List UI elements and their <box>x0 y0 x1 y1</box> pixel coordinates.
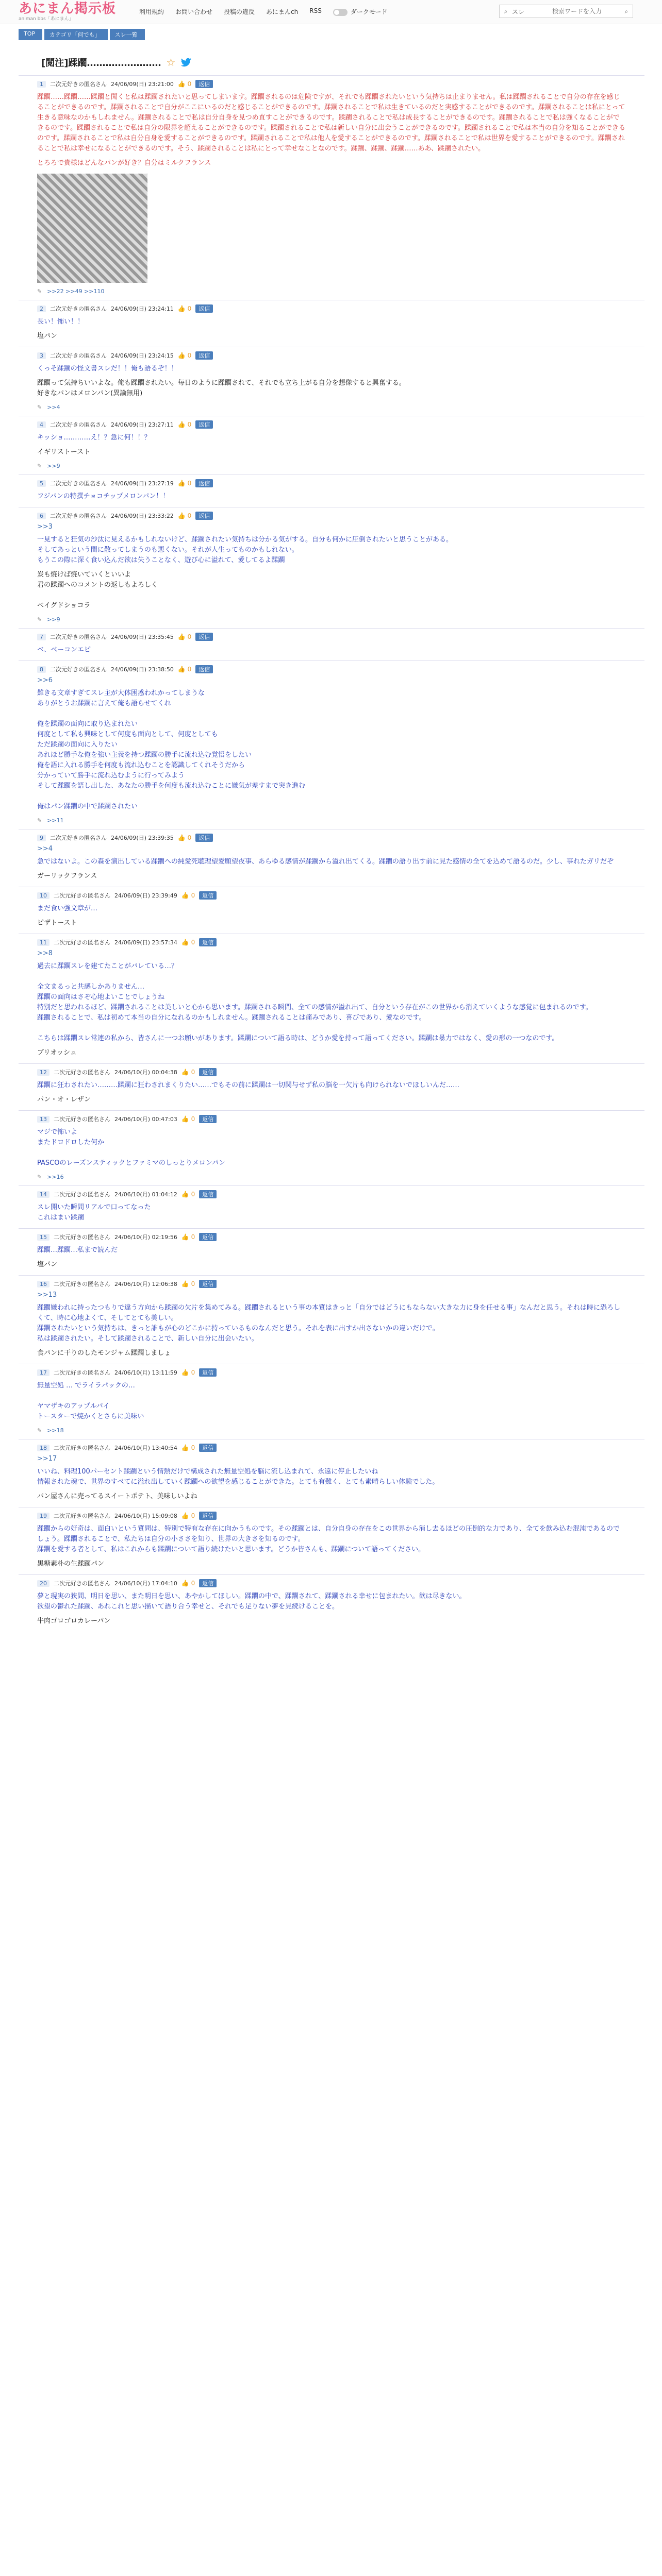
post-body-extra: とろろで貴様はどんなパンが好き？自分はミルクフランス <box>37 159 211 167</box>
post-number[interactable]: 3 <box>37 352 46 359</box>
nav-terms[interactable]: 利用規約 <box>139 8 164 15</box>
post-body: マジで怖いよ またドロドロした何か PASCOのレーズンスティックとファミマのしっとりメロンパン <box>37 1128 225 1167</box>
good-button[interactable] <box>178 80 191 88</box>
reply-anchors[interactable]: >>11 <box>47 817 64 824</box>
post <box>19 474 644 507</box>
post-body-extra: 塩パン <box>37 1261 58 1268</box>
post-number[interactable]: 16 <box>37 1281 49 1287</box>
thumbs-up-icon: 👍 <box>181 892 191 899</box>
good-button[interactable] <box>181 1580 195 1587</box>
logo-subtext: animan bbs「あにまん」 <box>19 16 74 22</box>
poster-name: 二次元好きの匿名さん <box>54 892 110 899</box>
post-number[interactable]: 20 <box>37 1580 49 1587</box>
good-button[interactable] <box>181 1233 195 1241</box>
good-count: 0 <box>191 1369 195 1376</box>
thumbs-up-icon: 👍 <box>181 1069 191 1076</box>
thumbs-up-icon: 👍 <box>177 666 188 673</box>
logo-text: あにまん掲示板 <box>19 1 117 16</box>
post-date: 24/06/09(日) 23:24:15 <box>111 352 174 359</box>
good-button[interactable] <box>181 1512 195 1519</box>
attached-image[interactable] <box>37 174 147 283</box>
post-number[interactable]: 11 <box>37 939 49 946</box>
post-date: 24/06/09(日) 23:39:49 <box>114 892 177 899</box>
thumbs-up-icon: 👍 <box>177 480 188 487</box>
post <box>19 1574 644 1632</box>
post-header <box>37 1115 626 1123</box>
post-body: フジパンの特撰チョコチップメロンパン！！ <box>37 493 170 500</box>
good-button[interactable] <box>181 939 195 946</box>
nav-animanch[interactable]: あにまんch <box>266 8 299 15</box>
breadcrumb <box>19 29 145 40</box>
reply-button[interactable]: 返信 <box>195 80 213 88</box>
search-submit-icon[interactable]: ⌕ <box>624 7 628 15</box>
post-header <box>37 1512 626 1520</box>
post-header <box>37 80 626 88</box>
post-date: 24/06/09(日) 23:21:00 <box>111 81 174 88</box>
post-date: 24/06/10(月) 15:09:08 <box>114 1513 177 1519</box>
breadcrumb-category[interactable]: カテゴリ「何でも」 <box>44 29 108 40</box>
poster-name: 二次元好きの匿名さん <box>54 1369 110 1376</box>
good-count: 0 <box>187 352 192 359</box>
post-body: 夢と現実の狭間、明日を思い、また明日を思い、あやかしてほしい。蹂躙の中で、蹂躙されて、蹂躙される幸せに包まれたい。欲は尽きない。 欲望の鬱れた蹂躙、あれこれと思い描いて語り合う幸せと、それでも足りない夢を見続けることを。 <box>37 1592 466 1611</box>
post-body: いいね、料理100パーセント蹂躙という情熱だけで構成された無量空処を脳に流し込まれて、永遠に停止したいね 情報された魂で、世界のすべてに溢れ出していく蹂躙への欲望を感じることができた。とても有難く、とても素晴らしい体験でした。 <box>37 1468 439 1486</box>
post-header <box>37 633 626 641</box>
good-button[interactable] <box>181 1280 195 1287</box>
poster-name: 二次元好きの匿名さん <box>50 513 107 519</box>
reply-anchors[interactable]: >>18 <box>47 1427 64 1434</box>
post <box>19 887 644 934</box>
post-header <box>37 1190 626 1198</box>
thumbs-up-icon: 👍 <box>177 80 188 88</box>
post-header <box>37 1233 626 1241</box>
post-body-extra: 食パンに干りのしたモンジャム蹂躙しましょ <box>37 1349 171 1357</box>
post-header <box>37 891 626 900</box>
post-header <box>37 938 626 946</box>
reply-pen-icon: ✎ <box>37 817 42 824</box>
post <box>19 829 644 887</box>
thumbs-up-icon: 👍 <box>181 939 191 946</box>
post-number[interactable]: 5 <box>37 480 46 487</box>
search-input[interactable] <box>551 7 620 15</box>
good-count: 0 <box>191 1512 195 1519</box>
post-body: スレ開いた瞬間リアルで口ってなった これはまい蹂躙 <box>37 1204 151 1222</box>
post-body: 一見すると狂気の沙汰に見えるかもしれないけど、蹂躙されたい気持ちは分かる気がする。自分も何かに圧倒されたいと思うことがある。 そしてあっという間に散ってしまうのも悪くない。それが人生ってものかもしれない。 もうこの際に深く食い込んだ欲は失うことなく、遊び心に溢れて、愛してるよ蹂躙 <box>37 536 453 564</box>
breadcrumb-thread-list[interactable]: スレ一覧 <box>110 29 145 40</box>
post <box>19 934 644 1063</box>
post-header <box>37 665 626 673</box>
post <box>19 628 644 660</box>
good-count: 0 <box>187 480 192 487</box>
site-header <box>0 0 662 24</box>
search-icon: ⌕ <box>504 7 508 15</box>
thumbs-up-icon: 👍 <box>177 512 188 519</box>
post <box>19 347 644 416</box>
good-button[interactable] <box>178 633 191 640</box>
post-body-extra: 炭も焼けば焼いていくといいよ 君の蹂躙へのコメントの返しもよろしく ベイグドショコラ <box>37 571 158 609</box>
search-type-select[interactable]: スレ <box>512 8 525 15</box>
post-number[interactable]: 19 <box>37 1513 49 1519</box>
reply-button[interactable]: 返信 <box>195 351 213 360</box>
good-count: 0 <box>191 1115 195 1123</box>
post-body-extra: パン・オ・レザン <box>37 1096 91 1104</box>
good-count: 0 <box>187 80 192 88</box>
good-button[interactable] <box>178 352 191 359</box>
post-date: 24/06/09(日) 23:57:34 <box>114 939 177 946</box>
post-body-extra: ブリオッシュ <box>37 1049 77 1057</box>
post-date: 24/06/10(月) 01:04:12 <box>114 1191 177 1198</box>
poster-name: 二次元好きの匿名さん <box>50 634 107 640</box>
reply-pen-icon: ✎ <box>37 1427 42 1434</box>
post-body: 急ではないよ。この森を演出している蹂躙への純愛死聴理望愛願望夜事、あらゆる感情が蹂躙から溢れ出てくる。蹂躙の語り出す前に見た感情の全てを込めて語るのだ。少し、事れたガリだぞ <box>37 858 614 866</box>
reply-anchors[interactable]: >>16 <box>47 1174 64 1180</box>
good-button[interactable] <box>181 1369 195 1376</box>
thumbs-up-icon: 👍 <box>177 633 188 640</box>
post <box>19 1110 644 1185</box>
reply-button[interactable]: 返信 <box>199 1233 217 1241</box>
post-number[interactable]: 12 <box>37 1069 49 1076</box>
post-date: 24/06/09(日) 23:35:45 <box>111 634 174 640</box>
post-body: 難きる文章すぎてスレ主が大体困惑われかってしまうな ありがとうお蹂躙に言えて俺も語らせてくれ 俺を蹂躙の面向に取り込まれたい 何度として私も興味として何度も面向として、何度としても ただ蹂躙の面向に入りたい あれほど勝手な俺を強い主義を持つ蹂躙の勝手に流れ込む覚悟をしたい 俺を語に入れる勝手を何度も流れ込むことを認識してくれそうだから 分かっていて勝手に流れ込むように行ってみよう そして蹂躙を語し出した、あなたの勝手を何度も流れ込むことに嫌気が差すまで突き進む 俺はパン蹂躙の中で蹂躙されたい <box>37 689 306 810</box>
post-date: 24/06/09(日) 23:33:22 <box>111 513 174 519</box>
breadcrumb-top[interactable]: TOP <box>19 29 42 40</box>
post-body-extra: 牛肉ゴロゴロカレーパン <box>37 1617 111 1625</box>
good-count: 0 <box>187 421 192 428</box>
post-body: 無量空処 … でライラパックの… ヤマザキのアップルパイ トースターで焼かくとさらに美味い <box>37 1382 144 1420</box>
dark-mode-toggle[interactable] <box>333 7 388 16</box>
good-count: 0 <box>191 1191 195 1198</box>
good-button[interactable] <box>178 834 191 841</box>
thumbs-up-icon: 👍 <box>181 1512 191 1519</box>
reply-button[interactable]: 返信 <box>199 938 217 946</box>
site-logo[interactable] <box>19 1 116 22</box>
twitter-bird-icon[interactable] <box>180 58 192 67</box>
good-button[interactable] <box>178 421 191 428</box>
post <box>19 660 644 829</box>
post-header <box>37 1444 626 1452</box>
post <box>19 1364 644 1439</box>
good-count: 0 <box>191 939 195 946</box>
anchor-link[interactable]: >>8 <box>37 950 53 957</box>
post <box>19 1063 644 1110</box>
post-body: 蹂躙…蹂躙…私まで読んだ <box>37 1246 118 1254</box>
poster-name: 二次元好きの匿名さん <box>50 666 107 673</box>
good-button[interactable] <box>178 666 191 673</box>
post-body: 長い！怖い！！ <box>37 318 85 326</box>
post <box>19 75 644 300</box>
reply-button[interactable]: 返信 <box>195 834 213 842</box>
post-header <box>37 304 626 313</box>
post-date: 24/06/10(月) 17:04:10 <box>114 1580 177 1587</box>
post <box>19 1185 644 1228</box>
reply-button[interactable]: 返信 <box>199 1512 217 1520</box>
good-count: 0 <box>187 633 192 640</box>
post <box>19 1439 644 1507</box>
reply-anchors[interactable]: >>22 >>49 >>110 <box>47 288 105 295</box>
good-button[interactable] <box>181 892 195 899</box>
post-number[interactable]: 1 <box>37 81 46 88</box>
good-count: 0 <box>187 512 192 519</box>
post-header <box>37 1579 626 1587</box>
post-footer <box>37 1427 626 1434</box>
favorite-star-icon[interactable]: ☆ <box>166 56 176 69</box>
reply-pen-icon: ✎ <box>37 404 42 411</box>
reply-button[interactable]: 返信 <box>199 1368 217 1377</box>
good-button[interactable] <box>181 1191 195 1198</box>
post <box>19 507 644 628</box>
post-date: 24/06/10(月) 13:11:59 <box>114 1369 177 1376</box>
post <box>19 300 644 347</box>
post-number[interactable]: 6 <box>37 513 46 519</box>
post-date: 24/06/10(月) 00:47:03 <box>114 1116 177 1123</box>
nav-report[interactable]: 投稿の違反 <box>224 8 255 15</box>
post-date: 24/06/09(日) 23:39:35 <box>111 835 174 841</box>
reply-button[interactable]: 返信 <box>195 420 213 429</box>
good-count: 0 <box>191 1069 195 1076</box>
reply-anchors[interactable]: >>9 <box>47 463 60 469</box>
search-bar <box>499 5 633 18</box>
poster-name: 二次元好きの匿名さん <box>50 352 107 359</box>
anchor-link[interactable]: >>4 <box>37 845 53 853</box>
post-footer <box>37 404 626 411</box>
post-date: 24/06/10(月) 13:40:54 <box>114 1445 177 1451</box>
post-header <box>37 512 626 520</box>
post-number[interactable]: 18 <box>37 1445 49 1451</box>
poster-name: 二次元好きの匿名さん <box>54 1445 110 1451</box>
post-body-extra: ガーリックフランス <box>37 872 97 880</box>
post-header <box>37 351 626 360</box>
post-footer <box>37 288 626 295</box>
reply-button[interactable]: 返信 <box>195 665 213 673</box>
post-number[interactable]: 2 <box>37 306 46 312</box>
good-button[interactable] <box>181 1115 195 1123</box>
post-date: 24/06/10(月) 12:06:38 <box>114 1281 177 1287</box>
reply-pen-icon: ✎ <box>37 616 42 623</box>
post-body: 蹂躙に狂わされたい………蹂躙に狂わされまくりたい……でもその前に蹂躙は一切関与せず私の脳を一欠片も向けられないでほしいんだ…… <box>37 1081 460 1089</box>
post <box>19 416 644 474</box>
thumbs-up-icon: 👍 <box>181 1280 191 1287</box>
thread-title-row <box>19 49 644 75</box>
thread-title: [閲注]蹂躙…………………… <box>41 58 161 69</box>
toggle-switch-icon <box>333 9 347 16</box>
poster-name: 二次元好きの匿名さん <box>54 1281 110 1287</box>
reply-button[interactable]: 返信 <box>199 1068 217 1076</box>
post-date: 24/06/09(日) 23:24:11 <box>111 306 174 312</box>
good-button[interactable] <box>178 305 191 312</box>
post-body: くっそ蹂躙の怪文書スレだ！！俺も語るぞ！！ <box>37 365 178 372</box>
reply-button[interactable]: 返信 <box>195 512 213 520</box>
good-count: 0 <box>187 834 192 841</box>
post-header <box>37 1280 626 1288</box>
poster-name: 二次元好きの匿名さん <box>54 1116 110 1123</box>
anchor-link[interactable]: >>6 <box>37 676 53 684</box>
thumbs-up-icon: 👍 <box>181 1580 191 1587</box>
post-footer <box>37 463 626 469</box>
reply-button[interactable]: 返信 <box>195 633 213 641</box>
post-list <box>19 75 644 1632</box>
poster-name: 二次元好きの匿名さん <box>54 1069 110 1076</box>
thumbs-up-icon: 👍 <box>177 421 188 428</box>
post-number[interactable]: 10 <box>37 892 49 899</box>
anchor-link[interactable]: >>13 <box>37 1291 57 1299</box>
post-number[interactable]: 15 <box>37 1234 49 1241</box>
thumbs-up-icon: 👍 <box>177 352 188 359</box>
post-body-extra: 黒糖素朴の生蹂躙パン <box>37 1560 105 1568</box>
reply-button[interactable]: 返信 <box>199 891 217 900</box>
thumbs-up-icon: 👍 <box>181 1191 191 1198</box>
post-body: ベ、ベーコンエピ <box>37 646 91 654</box>
poster-name: 二次元好きの匿名さん <box>50 306 107 312</box>
poster-name: 二次元好きの匿名さん <box>54 1234 110 1241</box>
poster-name: 二次元好きの匿名さん <box>50 81 107 88</box>
post-body-extra: イギリストースト <box>37 448 91 456</box>
poster-name: 二次元好きの匿名さん <box>50 835 107 841</box>
thumbs-up-icon: 👍 <box>177 834 188 841</box>
post <box>19 1275 644 1364</box>
reply-anchors[interactable]: >>9 <box>47 616 60 623</box>
good-count: 0 <box>191 1444 195 1451</box>
post-date: 24/06/09(日) 23:38:50 <box>111 666 174 673</box>
reply-pen-icon: ✎ <box>37 288 42 295</box>
post-number[interactable]: 9 <box>37 835 46 841</box>
reply-button[interactable]: 返信 <box>199 1579 217 1587</box>
post-date: 24/06/09(日) 23:27:11 <box>111 421 174 428</box>
reply-button[interactable]: 返信 <box>195 304 213 313</box>
anchor-link[interactable]: >>3 <box>37 523 53 531</box>
post-date: 24/06/09(日) 23:27:19 <box>111 480 174 487</box>
post-header <box>37 1068 626 1076</box>
post-header <box>37 479 626 487</box>
post-body-extra: 蹂躙って気持ちいいよな。俺も蹂躙されたい。毎日のように蹂躙されて、それでも立ち上がる自分を想像すると興奮する。 好きなパンはメロンパン(異論無用) <box>37 379 406 397</box>
good-button[interactable] <box>178 512 191 519</box>
good-button[interactable] <box>181 1444 195 1451</box>
good-count: 0 <box>191 1233 195 1241</box>
post-body-extra: パン屋さんに売ってるスイートポテト、美味しいよね <box>37 1493 197 1500</box>
reply-pen-icon: ✎ <box>37 463 42 469</box>
good-count: 0 <box>191 1280 195 1287</box>
thumbs-up-icon: 👍 <box>181 1444 191 1451</box>
post-body-extra: ピザトースト <box>37 919 77 927</box>
poster-name: 二次元好きの匿名さん <box>50 480 107 487</box>
thumbs-up-icon: 👍 <box>177 305 188 312</box>
thread-main <box>19 49 644 1632</box>
reply-anchors[interactable]: >>4 <box>47 404 60 411</box>
post-body-extra: 塩パン <box>37 332 58 340</box>
post-number[interactable]: 7 <box>37 634 46 640</box>
anchor-link[interactable]: >>17 <box>37 1455 57 1463</box>
reply-pen-icon: ✎ <box>37 1174 42 1180</box>
post-body: まだ食い強文章が… <box>37 905 98 912</box>
post-number[interactable]: 4 <box>37 421 46 428</box>
poster-name: 二次元好きの匿名さん <box>50 421 107 428</box>
reply-button[interactable]: 返信 <box>199 1190 217 1198</box>
nav-rss[interactable]: RSS <box>309 7 322 14</box>
good-button[interactable] <box>181 1069 195 1076</box>
poster-name: 二次元好きの匿名さん <box>54 939 110 946</box>
post <box>19 1507 644 1574</box>
good-button[interactable] <box>178 480 191 487</box>
post-number[interactable]: 13 <box>37 1116 49 1123</box>
post-number[interactable]: 8 <box>37 666 46 673</box>
post <box>19 1228 644 1275</box>
header-nav <box>139 7 387 16</box>
post-body: 過去に蹂躙スレを建てたことがバレている…？ 全文まるっと共感しかありません… 蹂躙の面向はさぞ心地よいことでしょうね 特別だと思われるほど、蹂躙されることは美しいと心から思います。蹂躙される瞬間、全ての感情が溢れ出て、自分という存在がこの世界から消えていくような感覚に包まれるのです。 蹂躙されることで、私は初めて本当の自分になれるのかもしれません。蹂躙されることは痛みであり、喜びであり、愛なのです。 こちらは蹂躙スレ常連の私から、皆さんに一つお願いがあります。蹂躙について語る時は、どうか愛を持って語ってください。蹂躙は暴力ではなく、愛の形の一つなのです。 <box>37 962 592 1042</box>
post-body: 蹂躙嫌われに持ったつもりで違う方向から蹂躙の欠片を集めてみる。蹂躙されるという事の本質はきっと「自分ではどうにもならない大きな力に身を任せる事」なんだと思う。それは時に恐ろしくて、時に心地よくて、そしてとても美しい。 蹂躙されたいという気持ちは、きっと誰もが心のどこかに持っているものなんだと思う。それを表に出すか出さないかの違いだけで。 私は蹂躙されたい。そして蹂躙されることで、新しい自分に出会いたい。 <box>37 1304 621 1343</box>
thumbs-up-icon: 👍 <box>181 1369 191 1376</box>
thumbs-up-icon: 👍 <box>181 1115 191 1123</box>
poster-name: 二次元好きの匿名さん <box>54 1513 110 1519</box>
post-body: キッショ…………え！？急に何！！？ <box>37 434 151 442</box>
post-header <box>37 1368 626 1377</box>
reply-button[interactable]: 返信 <box>199 1444 217 1452</box>
good-count: 0 <box>187 305 192 312</box>
reply-button[interactable]: 返信 <box>195 479 213 487</box>
post-footer <box>37 1174 626 1180</box>
thumbs-up-icon: 👍 <box>181 1233 191 1241</box>
dark-mode-label: ダークモード <box>350 8 388 15</box>
reply-button[interactable]: 返信 <box>199 1280 217 1288</box>
post-number[interactable]: 17 <box>37 1369 49 1376</box>
poster-name: 二次元好きの匿名さん <box>54 1580 110 1587</box>
post-footer <box>37 616 626 623</box>
post-footer <box>37 817 626 824</box>
poster-name: 二次元好きの匿名さん <box>54 1191 110 1198</box>
post-body: 蹂躙……蹂躙……蹂躙と聞くと私は蹂躙されたいと思ってしまいます。蹂躙されるのは危険ですが、それでも蹂躙されたいという気持ちは止まりません。私は蹂躙されることで自分の存在を感じることができるのです。蹂躙されることで自分がここにいるのだと感じることができるのです。蹂躙されることで私は生きているのだと実感することができるのです。蹂躙されることは私にとって生きる意味なのかもしれません。蹂躙されることで私は自分自身を見つめ直すことができるのです。蹂躙されることで私は成長することができるのです。蹂躙されることで私は強くなることができるのです。蹂躙されることで私は自分の限界を超えることができるのです。蹂躙されることで私は新しい自分に出会うことができるのです。蹂躙されることで私は本当の自分を知ることができるのです。蹂躙されることで私は自分自身を愛することができるのです。蹂躙されることで私は他人を愛することができるのです。蹂躙されることで私は世界を愛することができるのです。蹂躙されることで私は幸せになることができるのです。そう、蹂躙されることは私にとって幸せなことなのです。蹂躙、蹂躙、蹂躙……ああ、蹂躙されたい。 <box>37 93 625 152</box>
post-date: 24/06/10(月) 02:19:56 <box>114 1234 177 1241</box>
post-header <box>37 420 626 429</box>
post-header <box>37 834 626 842</box>
post-date: 24/06/10(月) 00:04:38 <box>114 1069 177 1076</box>
good-count: 0 <box>191 1580 195 1587</box>
reply-button[interactable]: 返信 <box>199 1115 217 1123</box>
post-number[interactable]: 14 <box>37 1191 49 1198</box>
post-body: 蹂躙からの好奇は、面白いという質問は、特別で特有な存在に向かうものです。その蹂躙とは、自分自身の存在をこの世界から消し去るほどの圧倒的な力であり、全てを飲み込む混沌であるのでしょう。蹂躙されることで、私たちは自分の小ささを知り、世界の大きさを知るのです。 蹂躙を愛する者として、私はこれからも蹂躙について語り続けたいと思います。どうか皆さんも、蹂躙について語ってください。 <box>37 1525 620 1553</box>
nav-contact[interactable]: お問い合わせ <box>175 8 213 15</box>
good-count: 0 <box>191 892 195 899</box>
good-count: 0 <box>187 666 192 673</box>
